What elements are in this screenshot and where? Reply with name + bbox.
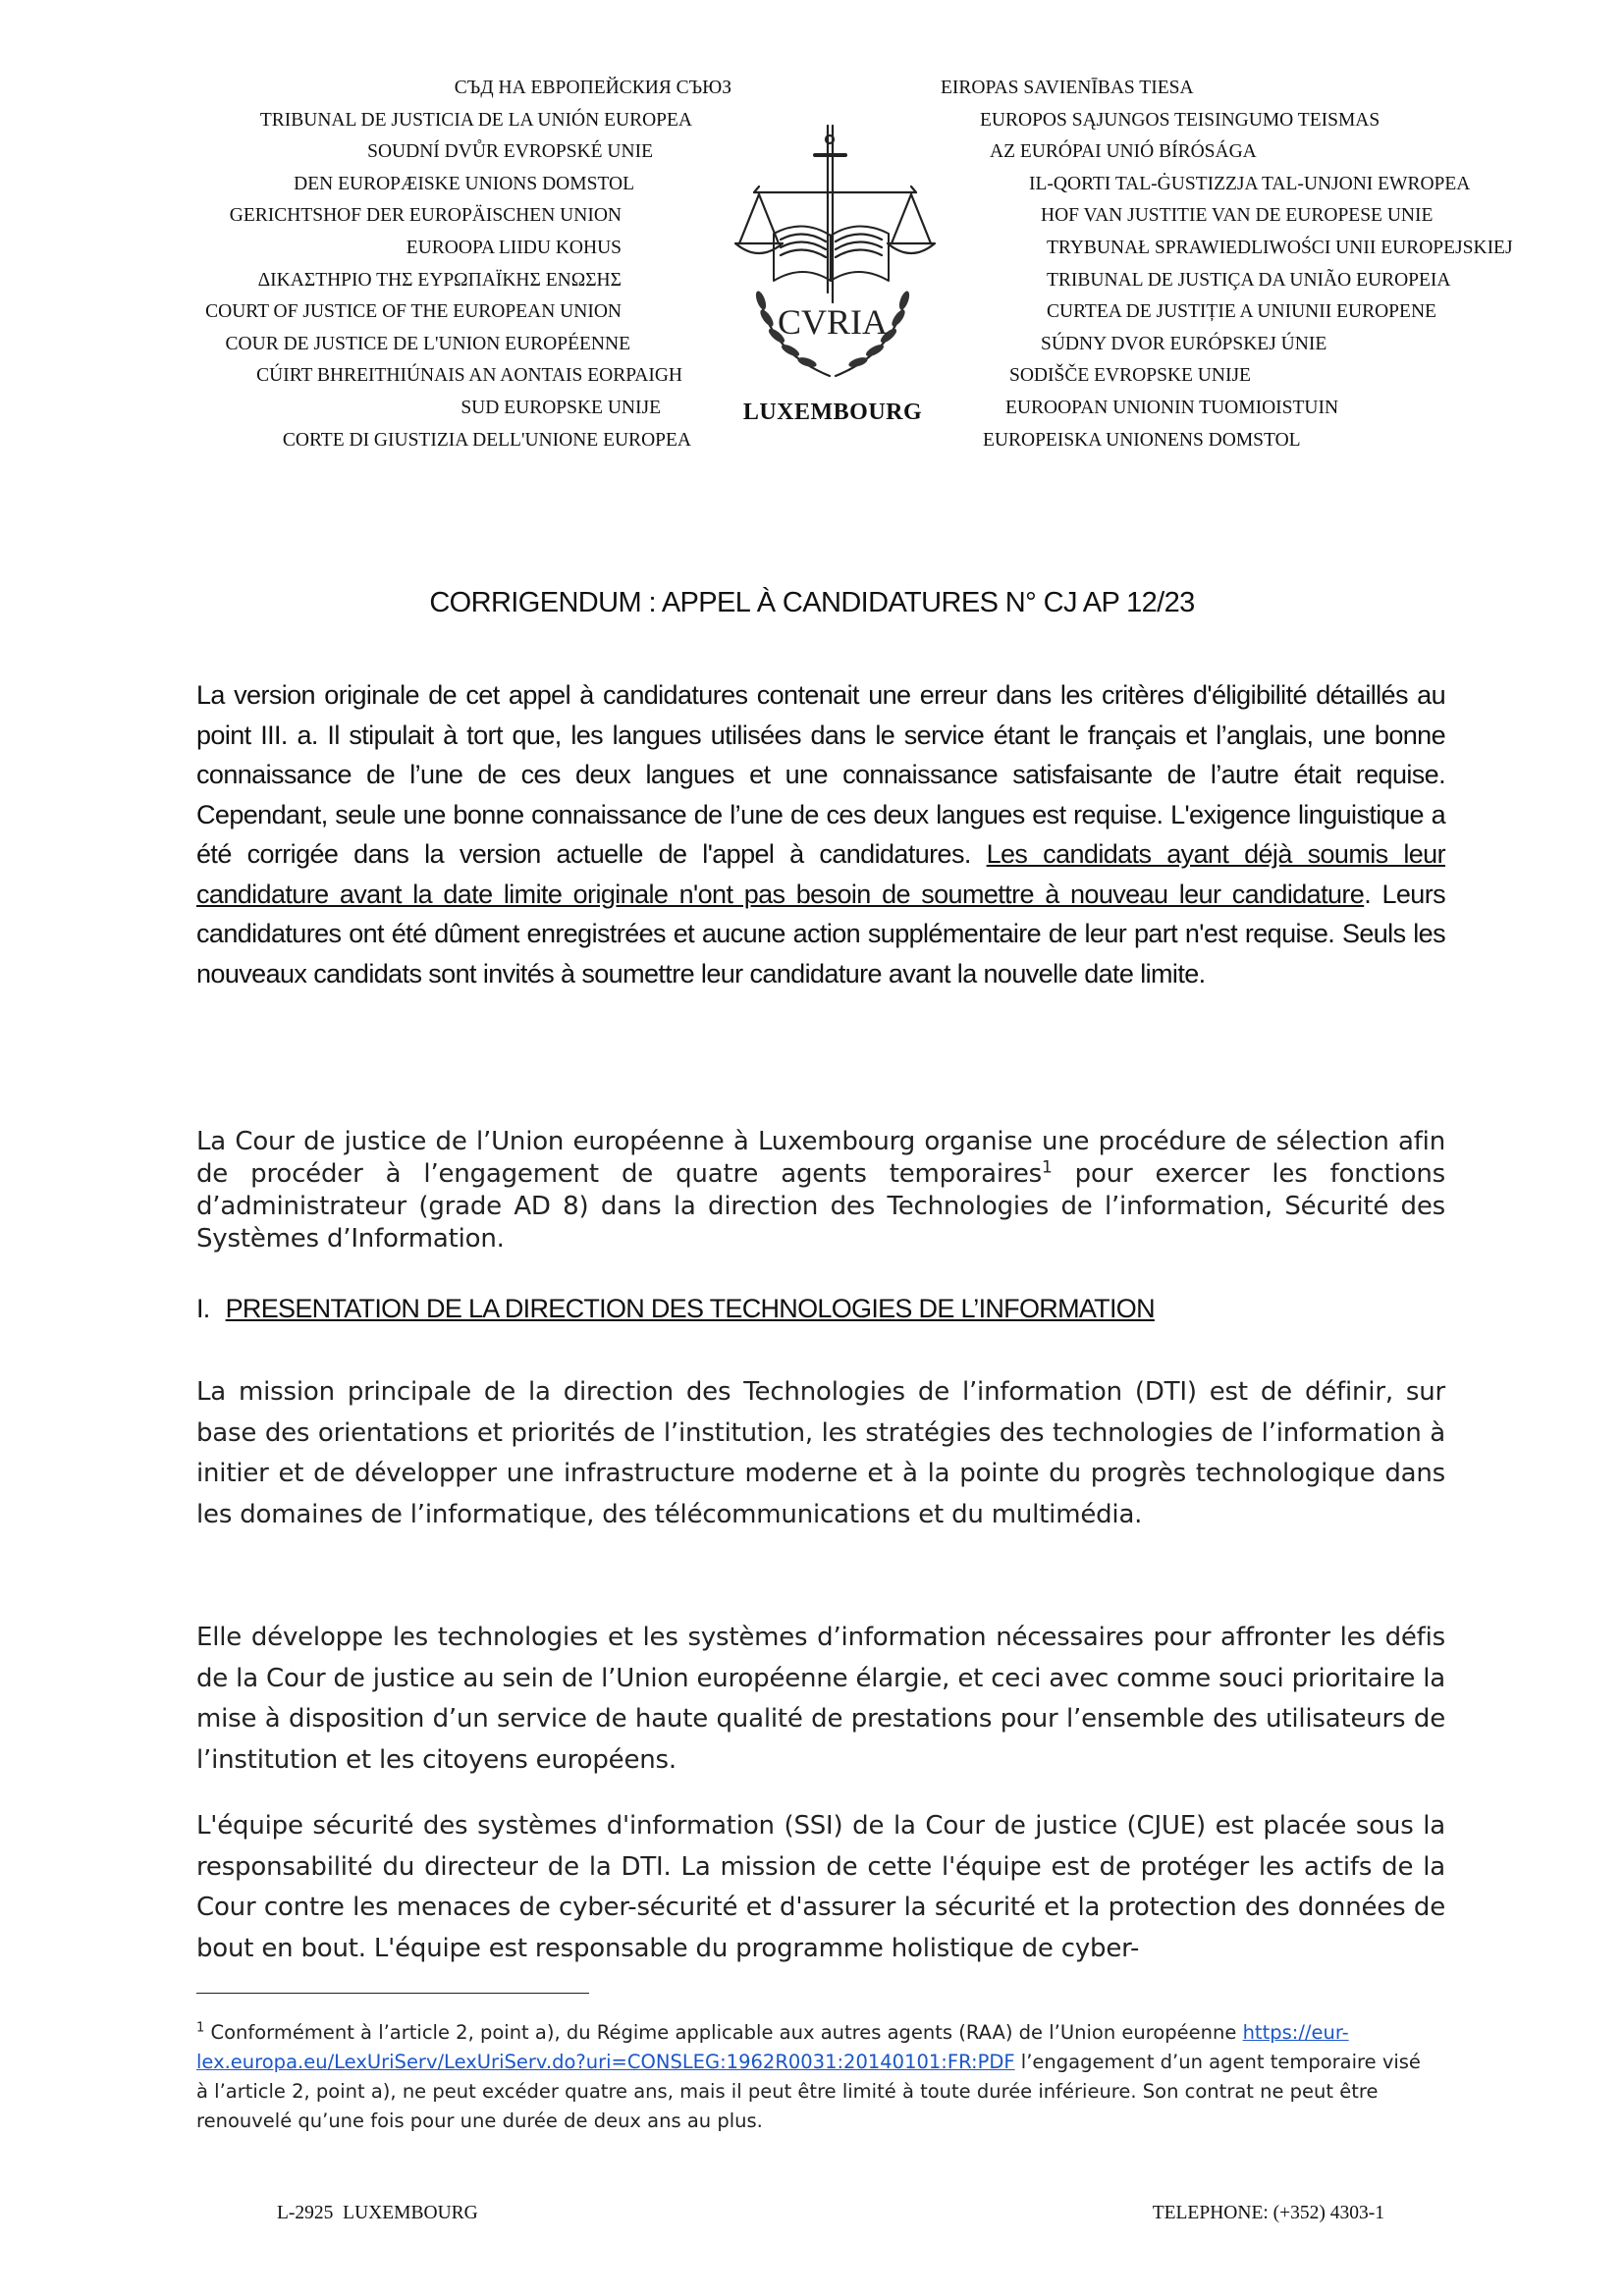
footnote-link[interactable]: https://eur-lex.europa.eu/LexUriServ/LexUriServ.do?uri=CONSLEG:1962R0031:20140101:FR:PDF [196,2021,1349,2073]
corrigendum-text: La version originale de cet appel à candidatures contenait une erreur dans les critères d'éligibilité détaillés au point III. a. Il stipulait à tort que, les langues utilisées dans le service étant le français et l’anglais, une bonne connaissance de l’une de ces deux langues et une connaissance satisfaisante de l’autre était requise. Cependant, seule une bonne connaissance de l’une de ces deux langues est requise. L'exigence linguistique a été corrigée dans la version actuelle de l'appel à candidatures. [196,680,1445,869]
court-name: GERICHTSHOF DER EUROPÄISCHEN UNION [229,205,622,227]
corrigendum-underlined-text: Les candidats ayant déjà soumis leur candidature avant la date limite originale n'ont pas besoin de soumettre à nouveau leur candidature [196,839,1445,909]
court-name: TRIBUNAL DE JUSTICIA DE LA UNIÓN EUROPEA [259,109,692,131]
section-paragraph: Elle développe les technologies et les systèmes d’information nécessaires pour affronter les défis de la Cour de justice au sein de l’Union européenne élargie, et ceci avec comme souci prioritaire la mise à disposition d’un service de haute qualité de prestations pour l’ensemble des utilisateurs de l’institution et les citoyens européens. [196,1623,1445,1775]
footer-address: L-2925 LUXEMBOURG [277,2203,478,2223]
court-name: AZ EURÓPAI UNIÓ BÍRÓSÁGA [990,141,1257,163]
court-name: CORTE DI GIUSTIZIA DELL'UNIONE EUROPEA [282,429,691,451]
court-emblem [720,116,946,440]
scales-of-justice-icon [720,116,946,410]
court-name: CURTEA DE JUSTIȚIE A UNIUNII EUROPENE [1047,301,1436,323]
court-name: SOUDNÍ DVŮR EVROPSKÉ UNIE [367,141,653,163]
court-name: COUR DE JUSTICE DE L'UNION EUROPÉENNE [225,333,630,354]
corrigendum-paragraph [196,675,1445,993]
court-name: HOF VAN JUSTITIE VAN DE EUROPESE UNIE [1041,205,1434,227]
footnote-number: 1 [196,2020,205,2036]
corrigendum-text-end: . Leurs candidatures ont été dûment enregistrées et aucune action supplémentaire de leur part n'est requise. Seuls les nouveaux candidats sont invités à soumettre leur candidature avant la nouvelle date limite. [196,879,1445,988]
footnote-text-end: l’engagement d’un agent temporaire visé à l’article 2, point a), ne peut excéder quatre ans, mais il peut être limité à toute durée inférieure. Son contrat ne peut être renouvelé qu’une fois pour une durée de deux ans au plus. [196,2051,1421,2132]
footer-telephone: TELEPHONE: (+352) 4303-1 [1152,2203,1384,2223]
court-name: TRYBUNAŁ SPRAWIEDLIWOŚCI UNII EUROPEJSKIEJ [1047,238,1513,258]
section-paragraph: La mission principale de la direction des Technologies de l’information (DTI) est de définir, sur base des orientations et priorités de l’institution, les stratégies des technologies de l’information à initier et de développer une infrastructure moderne et à la pointe du progrès technologique dans les domaines de l’informatique, des télécommunications et du multimédia. [196,1377,1445,1529]
section-heading [196,1294,1155,1324]
footnote-divider [196,1993,589,1994]
corrigendum-title: CORRIGENDUM : APPEL À CANDIDATURES N° CJ AP 12/23 [429,587,1195,618]
court-name: EUROOPAN UNIONIN TUOMIOISTUIN [1005,398,1339,418]
court-name: EIROPAS SAVIENĪBAS TIESA [941,78,1194,98]
court-name: SODIŠČE EVROPSKE UNIJE [1009,365,1251,387]
court-name: SUD EUROPSKE UNIJE [460,398,661,418]
section-paragraph: L'équipe sécurité des systèmes d'information (SSI) de la Cour de justice (CJUE) est placée sous la responsabilité du directeur de la DTI. La mission de cette l'équipe est de protéger les actifs de la Cour contre les menaces de cyber-sécurité et d'assurer la sécurité et la protection des données de bout en bout. L'équipe est responsable du programme holistique de cyber- [196,1811,1445,1963]
section-number: I. [196,1294,210,1323]
footnote-reference[interactable]: 1 [1041,1157,1053,1178]
court-name: COURT OF JUSTICE OF THE EUROPEAN UNION [205,301,622,323]
intro-text-end: pour exercer les fonctions d’administrateur (grade AD 8) dans la direction des Technologies de l’information, Sécurité des Systèmes d’Information. [196,1159,1445,1254]
court-name: EUROPOS SĄJUNGOS TEISINGUMO TEISMAS [980,109,1380,131]
section-title: PRESENTATION DE LA DIRECTION DES TECHNOLOGIES DE L’INFORMATION [225,1294,1155,1323]
footnote [196,2018,1428,2136]
court-name: ΔΙΚΑΣΤΗΡΙΟ ΤΗΣ ΕΥΡΩΠΑΪΚΗΣ ΕΝΩΣΗΣ [257,269,622,291]
court-name: EUROOPA LIIDU KOHUS [406,238,622,258]
emblem-city: LUXEMBOURG [742,400,923,425]
intro-text: La Cour de justice de l’Union européenne à Luxembourg organise une procédure de sélection afin de procéder à l’engagement de quatre agents temporaires [196,1127,1445,1189]
footnote-text: Conformément à l’article 2, point a), du Régime applicable aux autres agents (RAA) de l’Union européenne [204,2021,1243,2044]
court-name: SÚDNY DVOR EURÓPSKEJ ÚNIE [1041,333,1327,354]
court-name: CÚIRT BHREITHIÚNAIS AN AONTAIS EORPAIGH [256,365,682,387]
court-name: DEN EUROPÆISKE UNIONS DOMSTOL [294,173,634,194]
court-name: TRIBUNAL DE JUSTIÇA DA UNIÃO EUROPEIA [1047,269,1451,291]
court-name: IL-QORTI TAL-ĠUSTIZZJA TAL-UNJONI EWROPEA [1029,173,1471,194]
court-name: СЪД НА ЕВРОПЕЙСКИЯ СЪЮЗ [454,78,731,98]
court-name: EUROPEISKA UNIONENS DOMSTOL [983,429,1301,451]
intro-paragraph [196,1126,1445,1255]
emblem-cvria-text: CVRIA [777,302,889,342]
